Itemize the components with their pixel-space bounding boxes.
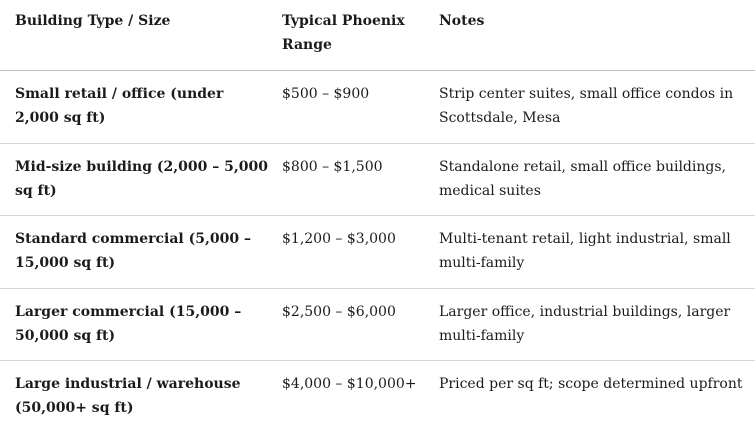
cell-range: $1,200 – $3,000 <box>282 231 396 247</box>
cell-building-type: Small retail / office (under 2,000 sq ft) <box>15 86 224 126</box>
cell-notes: Multi-tenant retail, light industrial, small multi-family <box>439 231 731 271</box>
table-row <box>0 361 755 434</box>
cell-range: $2,500 – $6,000 <box>282 303 396 320</box>
header-building-type: Building Type / Size <box>15 13 171 29</box>
table-row <box>0 216 755 289</box>
table-row <box>0 144 755 217</box>
cell-range: $800 – $1,500 <box>282 158 383 175</box>
table-row <box>0 289 755 362</box>
header-notes: Notes <box>439 13 485 29</box>
cell-building-type: Standard commercial (5,000 – 15,000 sq ft) <box>15 231 251 271</box>
table-row <box>0 71 755 144</box>
cell-notes: Standalone retail, small office buildings, medical suites <box>439 158 726 199</box>
cell-notes: Larger office, industrial buildings, larger multi-family <box>439 303 731 344</box>
cell-building-type: Larger commercial (15,000 – 50,000 sq ft) <box>15 303 242 344</box>
header-typical-range: Typical Phoenix Range <box>282 13 405 53</box>
cell-range: $4,000 – $10,000+ <box>282 376 417 392</box>
cell-building-type: Large industrial / warehouse (50,000+ sq ft) <box>15 376 241 416</box>
cell-building-type: Mid-size building (2,000 – 5,000 sq ft) <box>15 158 268 199</box>
table-header-row <box>0 0 755 71</box>
cell-range: $500 – $900 <box>282 86 370 102</box>
cell-notes: Priced per sq ft; scope determined upfront <box>439 376 743 392</box>
cell-notes: Strip center suites, small office condos in Scottsdale, Mesa <box>439 86 734 126</box>
